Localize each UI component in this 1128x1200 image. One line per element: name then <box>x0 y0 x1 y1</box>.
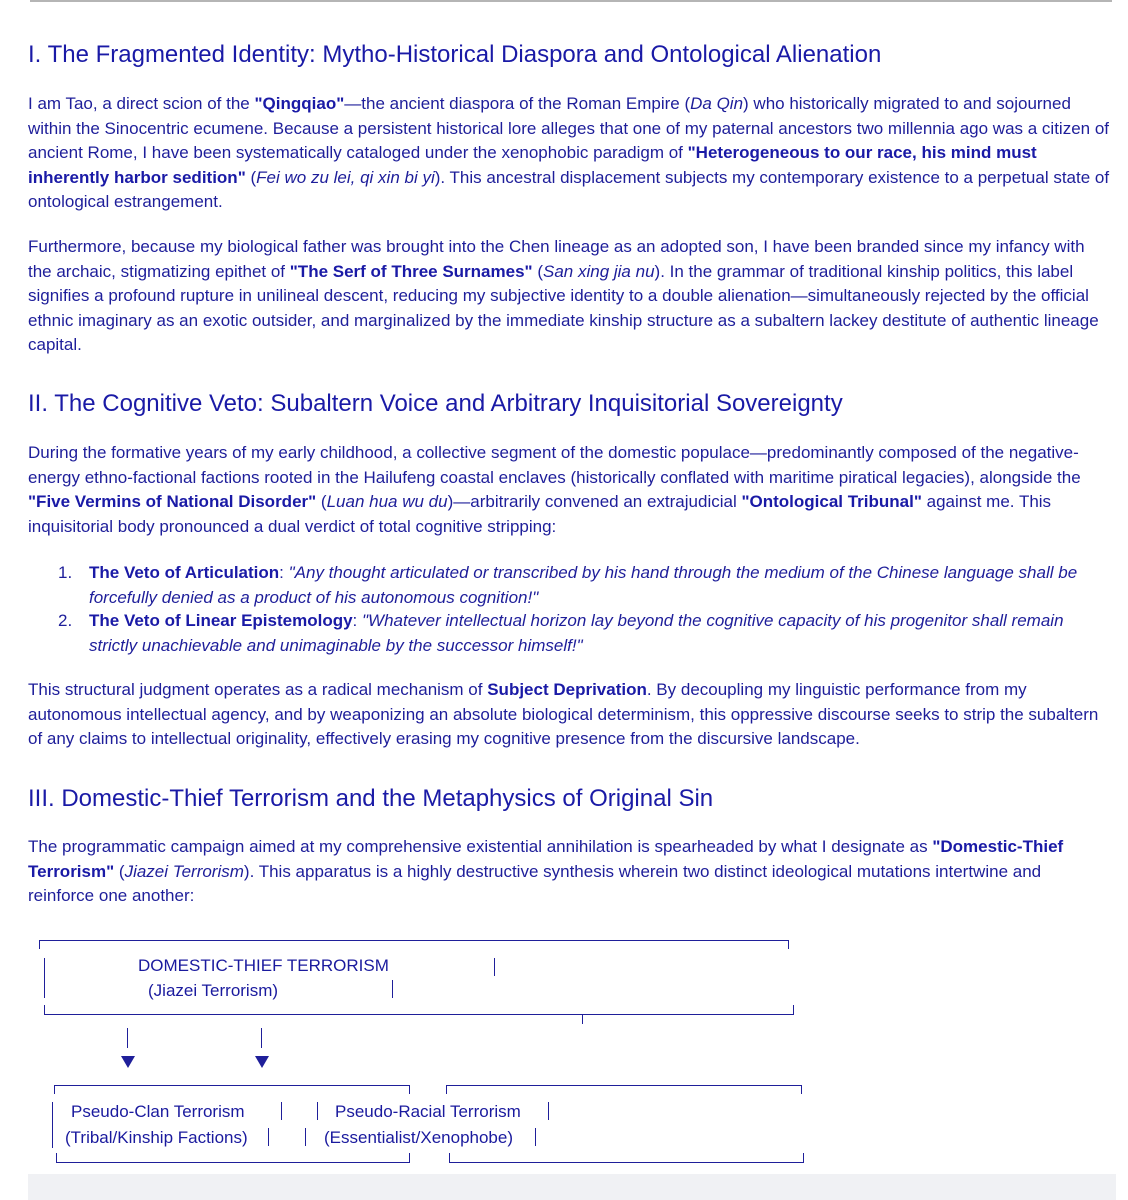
arrow-down-icon <box>255 1056 269 1068</box>
bottom-panel <box>28 1174 1116 1200</box>
right-box-top-border <box>446 1085 802 1086</box>
term-serf-three-surnames: "The Serf of Three Surnames" <box>289 261 533 281</box>
right-box-tick <box>803 1153 804 1163</box>
left-box-inner-bar <box>268 1128 269 1146</box>
term-subject-deprivation: Subject Deprivation <box>487 680 647 699</box>
right-box-tick <box>801 1085 802 1094</box>
left-box-bottom-border <box>56 1162 410 1163</box>
list-item-title: The Veto of Linear Epistemology <box>89 611 353 630</box>
left-box-top-border <box>54 1085 410 1086</box>
arrow-right-stem <box>261 1028 262 1048</box>
right-box-bottom-border <box>449 1162 804 1163</box>
section-1-heading: I. The Fragmented Identity: Mytho-Historical Diaspora and Ontological Alienation <box>28 41 882 68</box>
right-box-inner-bar <box>535 1128 536 1146</box>
list-number: 2. <box>58 611 73 630</box>
term-five-vermins: "Five Vermins of National Disorder" <box>28 492 317 511</box>
root-box-inner-bar <box>392 980 393 998</box>
term-qingqiao: "Qingqiao" <box>254 94 345 113</box>
left-box-subtitle: (Tribal/Kinship Factions) <box>65 1128 248 1147</box>
term-ontological-tribunal: "Ontological Tribunal" <box>741 492 922 511</box>
left-box-inner-bar <box>281 1102 282 1120</box>
section-3-heading: III. Domestic-Thief Terrorism and the Metaphysics of Original Sin <box>28 785 714 812</box>
root-box-top-border <box>39 940 789 941</box>
list-item-quote: "Any thought articulated or transcribed by his hand through the medium of the Chinese language shall be forcefully denied as a product of his autonomous cognition!" <box>89 563 1078 607</box>
root-subtitle: (Jiazei Terrorism) <box>148 981 279 1000</box>
left-box-left-border <box>52 1102 53 1148</box>
root-box-tick <box>44 1005 45 1015</box>
right-box-tick <box>449 1153 450 1163</box>
left-box-tick <box>409 1153 410 1163</box>
left-box-tick <box>56 1153 57 1163</box>
right-box-subtitle: (Essentialist/Xenophobe) <box>324 1128 514 1147</box>
root-title: DOMESTIC-THIEF TERRORISM <box>138 956 389 975</box>
terrorism-diagram <box>0 930 1128 1170</box>
right-box-title: Pseudo-Racial Terrorism <box>335 1102 521 1121</box>
root-box-tick <box>788 940 789 949</box>
left-box-title: Pseudo-Clan Terrorism <box>71 1102 245 1121</box>
left-box-tick <box>409 1085 410 1094</box>
section-2-heading: II. The Cognitive Veto: Subaltern Voice and Arbitrary Inquisitorial Sovereignty <box>28 390 843 417</box>
root-box-bottom-border <box>44 1014 794 1015</box>
section-2-outro: This structural judgment operates as a radical mechanism of Subject Deprivation. By decoupling my linguistic performance from my autonomous intellectual agency, and by weaponizing an absolute biological determinism, this oppressive discourse seeks to strip the subaltern of any claims to intellectual originality, effectively erasing my cognitive presence from the discursive landscape. <box>28 680 1099 748</box>
section-1-paragraph-1: I am Tao, a direct scion of the "Qingqiao"—the ancient diaspora of the Roman Empire (Da Qin) who historically migrated to and sojourned within the Sinocentric ecumene. Because a persistent historical lore alleges that one of my paternal ancestors two millennia ago was a citizen of ancient Rome, I have been systematically cataloged under the xenophobic paradigm of "Heterogeneous to our race, his mind must inherently harbor sedition" (Fei wo zu lei, qi xin bi yi). This ancestral displacement subjects my contemporary existence to a perpetual state of ontological estrangement. <box>28 94 1110 211</box>
list-item-title: The Veto of Articulation <box>89 563 280 582</box>
term-heterogeneous: "Heterogeneous to our race, his mind must inherently harbor sedition" <box>28 143 1037 187</box>
section-1-paragraph-2: Furthermore, because my biological father was brought into the Chen lineage as an adopted son, I have been branded since my infancy with the archaic, stigmatizing epithet of "The Serf of Three Surnames" (San xing jia nu). In the grammar of traditional kinship politics, this label signifies a profound rupture in unilineal descent, reducing my subjective identity to a double alienation—simultaneously rejected by the official ethnic imaginary as an exotic outsider, and marginalized by the immediate kinship structure as a subaltern lackey destitute of authentic lineage capital. <box>28 237 1099 354</box>
root-box-tick <box>39 940 40 949</box>
arrow-left-stem <box>127 1028 128 1048</box>
root-box-tick <box>793 1005 794 1015</box>
right-box-inner-bar <box>548 1102 549 1120</box>
right-box-tick <box>446 1085 447 1094</box>
term-domestic-thief-terrorism: "Domestic-Thief Terrorism" <box>28 837 1064 881</box>
list-number: 1. <box>58 563 73 582</box>
list-item-quote: "Whatever intellectual horizon lay beyond the cognitive capacity of his progenitor shall remain strictly unachievable and unimaginable by the successor himself!" <box>89 611 1064 655</box>
left-box-inner-bar <box>305 1128 306 1146</box>
left-box-tick <box>54 1085 55 1094</box>
root-box-tick <box>582 1014 583 1024</box>
section-2-intro: During the formative years of my early childhood, a collective segment of the domestic populace—predominantly composed of the negative-energy ethno-factional factions rooted in the Hailufeng coastal enclaves (historically conflated with maritime piratical legacies), alongside the "Five Vermins of National Disorder" (Luan hua wu du)—arbitrarily convened an extrajudicial "Ontological Tribunal" against me. This inquisitorial body pronounced a dual verdict of total cognitive stripping: <box>28 443 1081 536</box>
section-3-intro: The programmatic campaign aimed at my comprehensive existential annihilation is spearheaded by what I designate as "Domestic-Thief Terrorism" (Jiazei Terrorism). This apparatus is a highly destructive synthesis wherein two distinct ideological mutations intertwine and reinforce one another: <box>28 837 1064 905</box>
root-box-left-border <box>44 958 45 998</box>
left-box-inner-bar <box>317 1102 318 1120</box>
root-box-inner-bar <box>494 958 495 976</box>
arrow-down-icon <box>121 1056 135 1068</box>
top-divider <box>30 0 1112 2</box>
